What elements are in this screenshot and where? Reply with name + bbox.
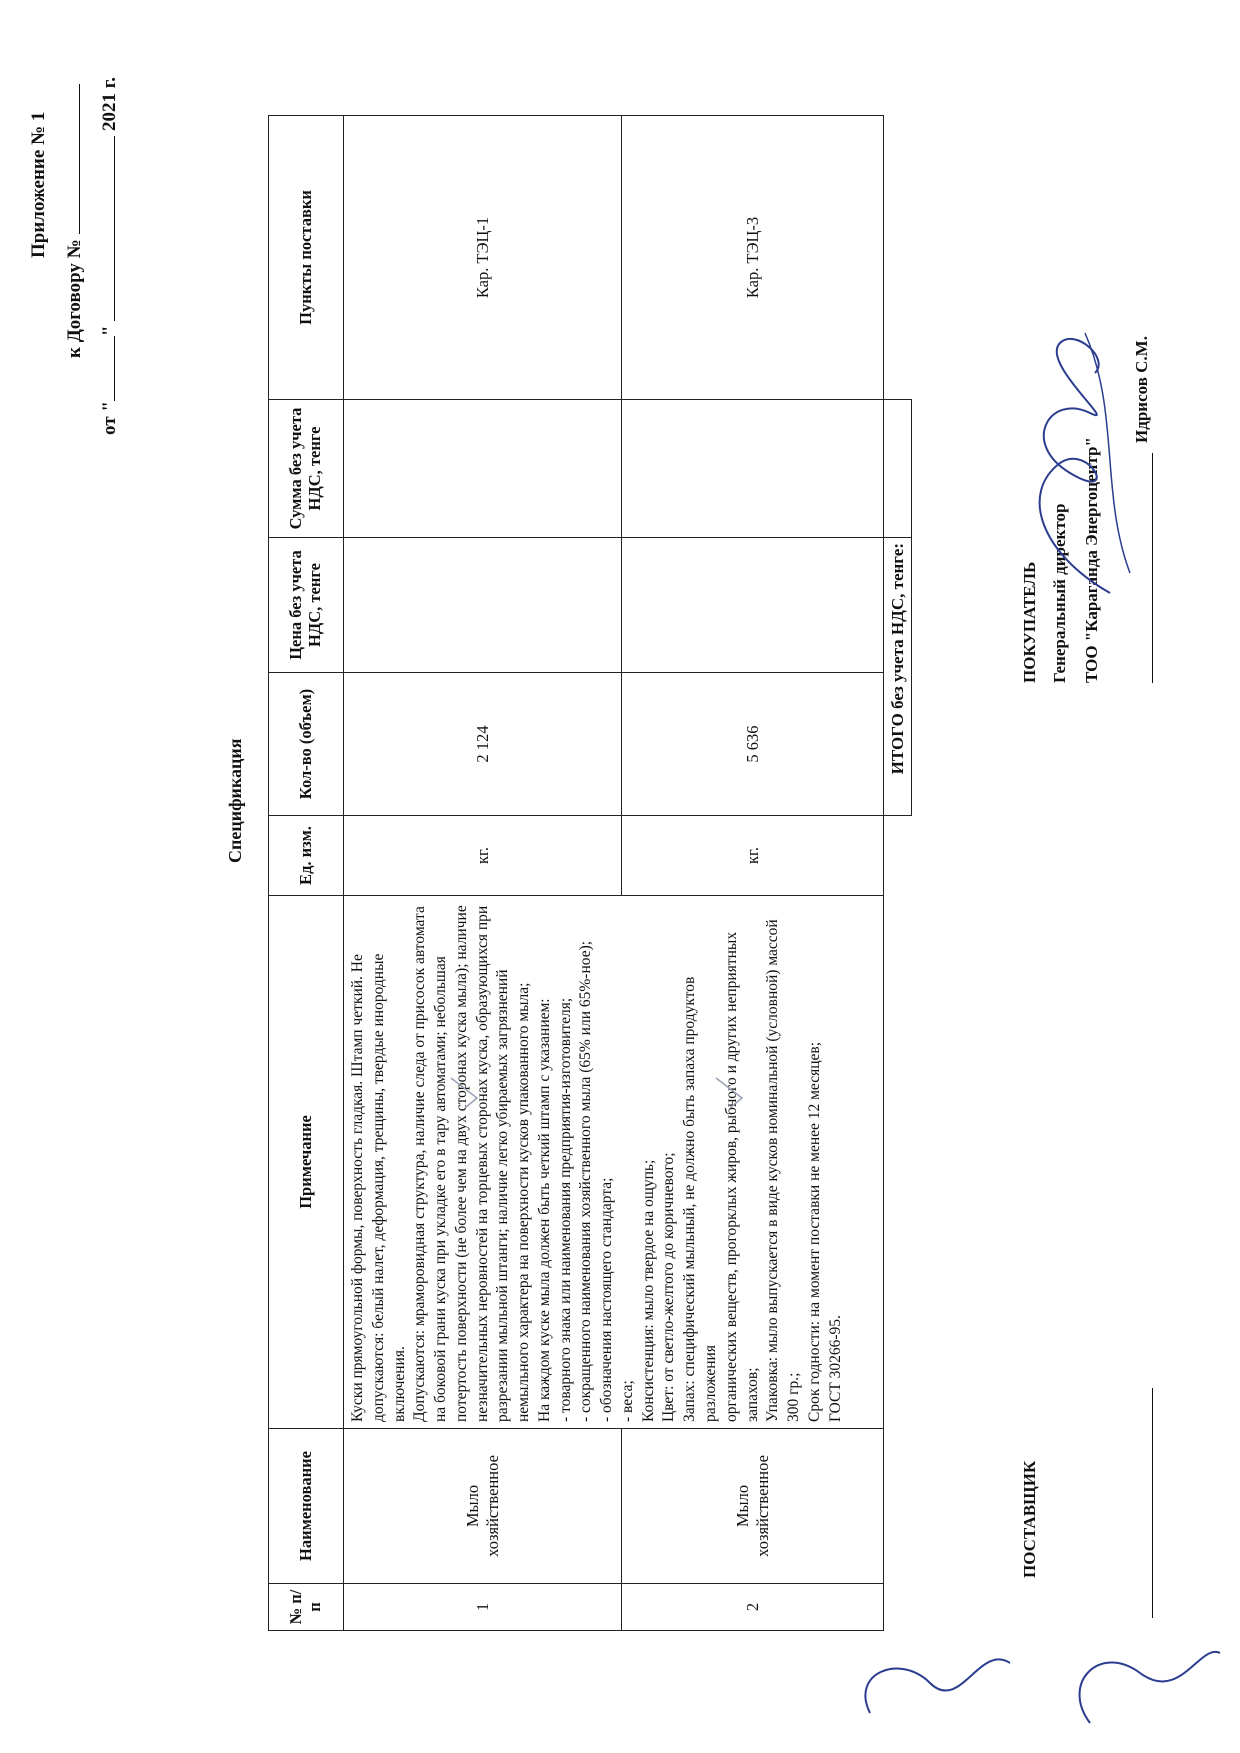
note-line: Упаковка: мыло выпускается в виде кусков номинальной (условной) массой: [764, 919, 782, 1422]
total-spacer: [884, 816, 912, 1631]
date-year: 2021 г.: [99, 77, 120, 132]
note-line: запахов;: [743, 1367, 761, 1422]
row1-num: 1: [344, 1584, 622, 1631]
note-line: включения.: [390, 1346, 408, 1422]
row2-delivery: Кар. ТЭЦ-3: [622, 116, 884, 400]
note-line: допускаются: белый налет, деформация, трещины, твердые инородные: [369, 953, 387, 1422]
row1-unit: кг.: [344, 816, 622, 896]
month-blank: [98, 136, 115, 321]
margin-initials-icon: [840, 1623, 1230, 1743]
check-mark-icon: [710, 1073, 750, 1113]
note-line: незначительных неровностей на торцевых сторонах куска, образующихся при: [473, 905, 491, 1422]
supplier-label: ПОСТАВЩИК: [1020, 1460, 1039, 1578]
note-line: - обозначения настоящего стандарта;: [598, 1177, 616, 1422]
row2-qty: 5 636: [622, 673, 884, 816]
contract-number-blank: [63, 85, 80, 235]
row2-unit: кг.: [622, 816, 884, 896]
col-header-qty: Кол-во (объем): [269, 673, 344, 816]
note-line: - товарного знака или наименования предприятия-изготовителя;: [556, 997, 574, 1422]
col-header-name: Наименование: [269, 1429, 344, 1584]
buyer-label: ПОКУПАТЕЛЬ: [1020, 561, 1039, 683]
total-value: [884, 400, 912, 538]
row1-sum: [344, 400, 622, 538]
col-header-delivery: Пункты поставки: [269, 116, 344, 400]
row1-price: [344, 538, 622, 673]
note-line: потертость поверхности (не более чем на двух сторонах куска мыла); наличие: [452, 905, 470, 1422]
row1-name: Мыло хозяйственное: [344, 1429, 622, 1584]
buyer-signature-scribble-icon: [1000, 313, 1150, 613]
note-line: органических веществ, прогорклых жиров, рыбного и других неприятных: [722, 931, 740, 1422]
appendix-label: Приложение № 1: [28, 111, 49, 258]
buyer-position: Генеральный директор: [1050, 503, 1069, 683]
date-prefix: от ": [99, 401, 120, 435]
note-line: на боковой грани куска при укладке его в тару автоматами; небольшая: [432, 956, 450, 1422]
page-title: Спецификация: [225, 738, 245, 863]
col-header-note: Примечание: [269, 896, 344, 1429]
supplier-signature-line: [1152, 1388, 1153, 1618]
specification-table: [268, 115, 912, 1631]
day-blank: [98, 336, 115, 401]
contract-date: [98, 77, 121, 435]
row2-sum: [622, 400, 884, 538]
note-line: - веса;: [618, 1380, 636, 1422]
total-row: [884, 116, 912, 1631]
buyer-name: Идрисов С.М.: [1132, 336, 1151, 443]
contract-label: к Договору №: [64, 239, 85, 358]
note-line: Запах: специфический мыльный, не должно быть запаха продуктов разложения: [681, 976, 720, 1422]
row1-delivery: Кар. ТЭЦ-1: [344, 116, 622, 400]
note-line: - сокращенного наименования хозяйственного мыла (65% или 65%-ное);: [577, 940, 595, 1422]
col-header-sum: Сумма без учета НДС, тенге: [269, 400, 344, 538]
row2-num: 2: [622, 1584, 884, 1631]
note-line: 300 гр.;: [785, 1372, 803, 1422]
table-header-row: [269, 116, 344, 1631]
table-row: [344, 116, 622, 1631]
note-line: ГОСТ 30266-95.: [826, 1315, 844, 1422]
note-cell: [344, 896, 884, 1429]
note-line: На каждом куске мыла должен быть четкий штамп с указанием:: [535, 998, 553, 1422]
col-header-num: № п/п: [269, 1584, 344, 1631]
note-line: разрезании мыльной штанги; наличие легко убираемых загрязнений: [494, 969, 512, 1422]
note-line: немыльного характера на поверхности кусков упакованного мыла;: [515, 982, 533, 1422]
note-line: Консистенция: мыло твердое на ощупь;: [639, 1159, 657, 1422]
col-header-price: Цена без учета НДС, тенге: [269, 538, 344, 673]
note-line: Цвет: от светло-желтого до коричневого;: [660, 1152, 678, 1422]
row2-price: [622, 538, 884, 673]
note-line: Срок годности: на момент поставки не менее 12 месяцев;: [805, 1041, 823, 1422]
check-mark-icon: [445, 1073, 485, 1113]
note-line: Допускаются: мраморовидная структура, наличие следа от присосок автомата: [411, 906, 429, 1422]
buyer-signature-line: [1152, 453, 1153, 683]
note-line: Куски прямоугольной формы, поверхность гладкая. Штамп четкий. Не: [349, 954, 366, 1422]
total-spacer-right: [884, 116, 912, 400]
row1-qty: 2 124: [344, 673, 622, 816]
row2-name: Мыло хозяйственное: [622, 1429, 884, 1584]
total-label: ИТОГО без учета НДС, тенге:: [884, 538, 912, 816]
buyer-company: ТОО "Караганда Энергоцентр": [1082, 437, 1101, 683]
date-mid: ": [99, 325, 120, 337]
col-header-unit: Ед. изм.: [269, 816, 344, 896]
contract-ref: [63, 85, 86, 359]
